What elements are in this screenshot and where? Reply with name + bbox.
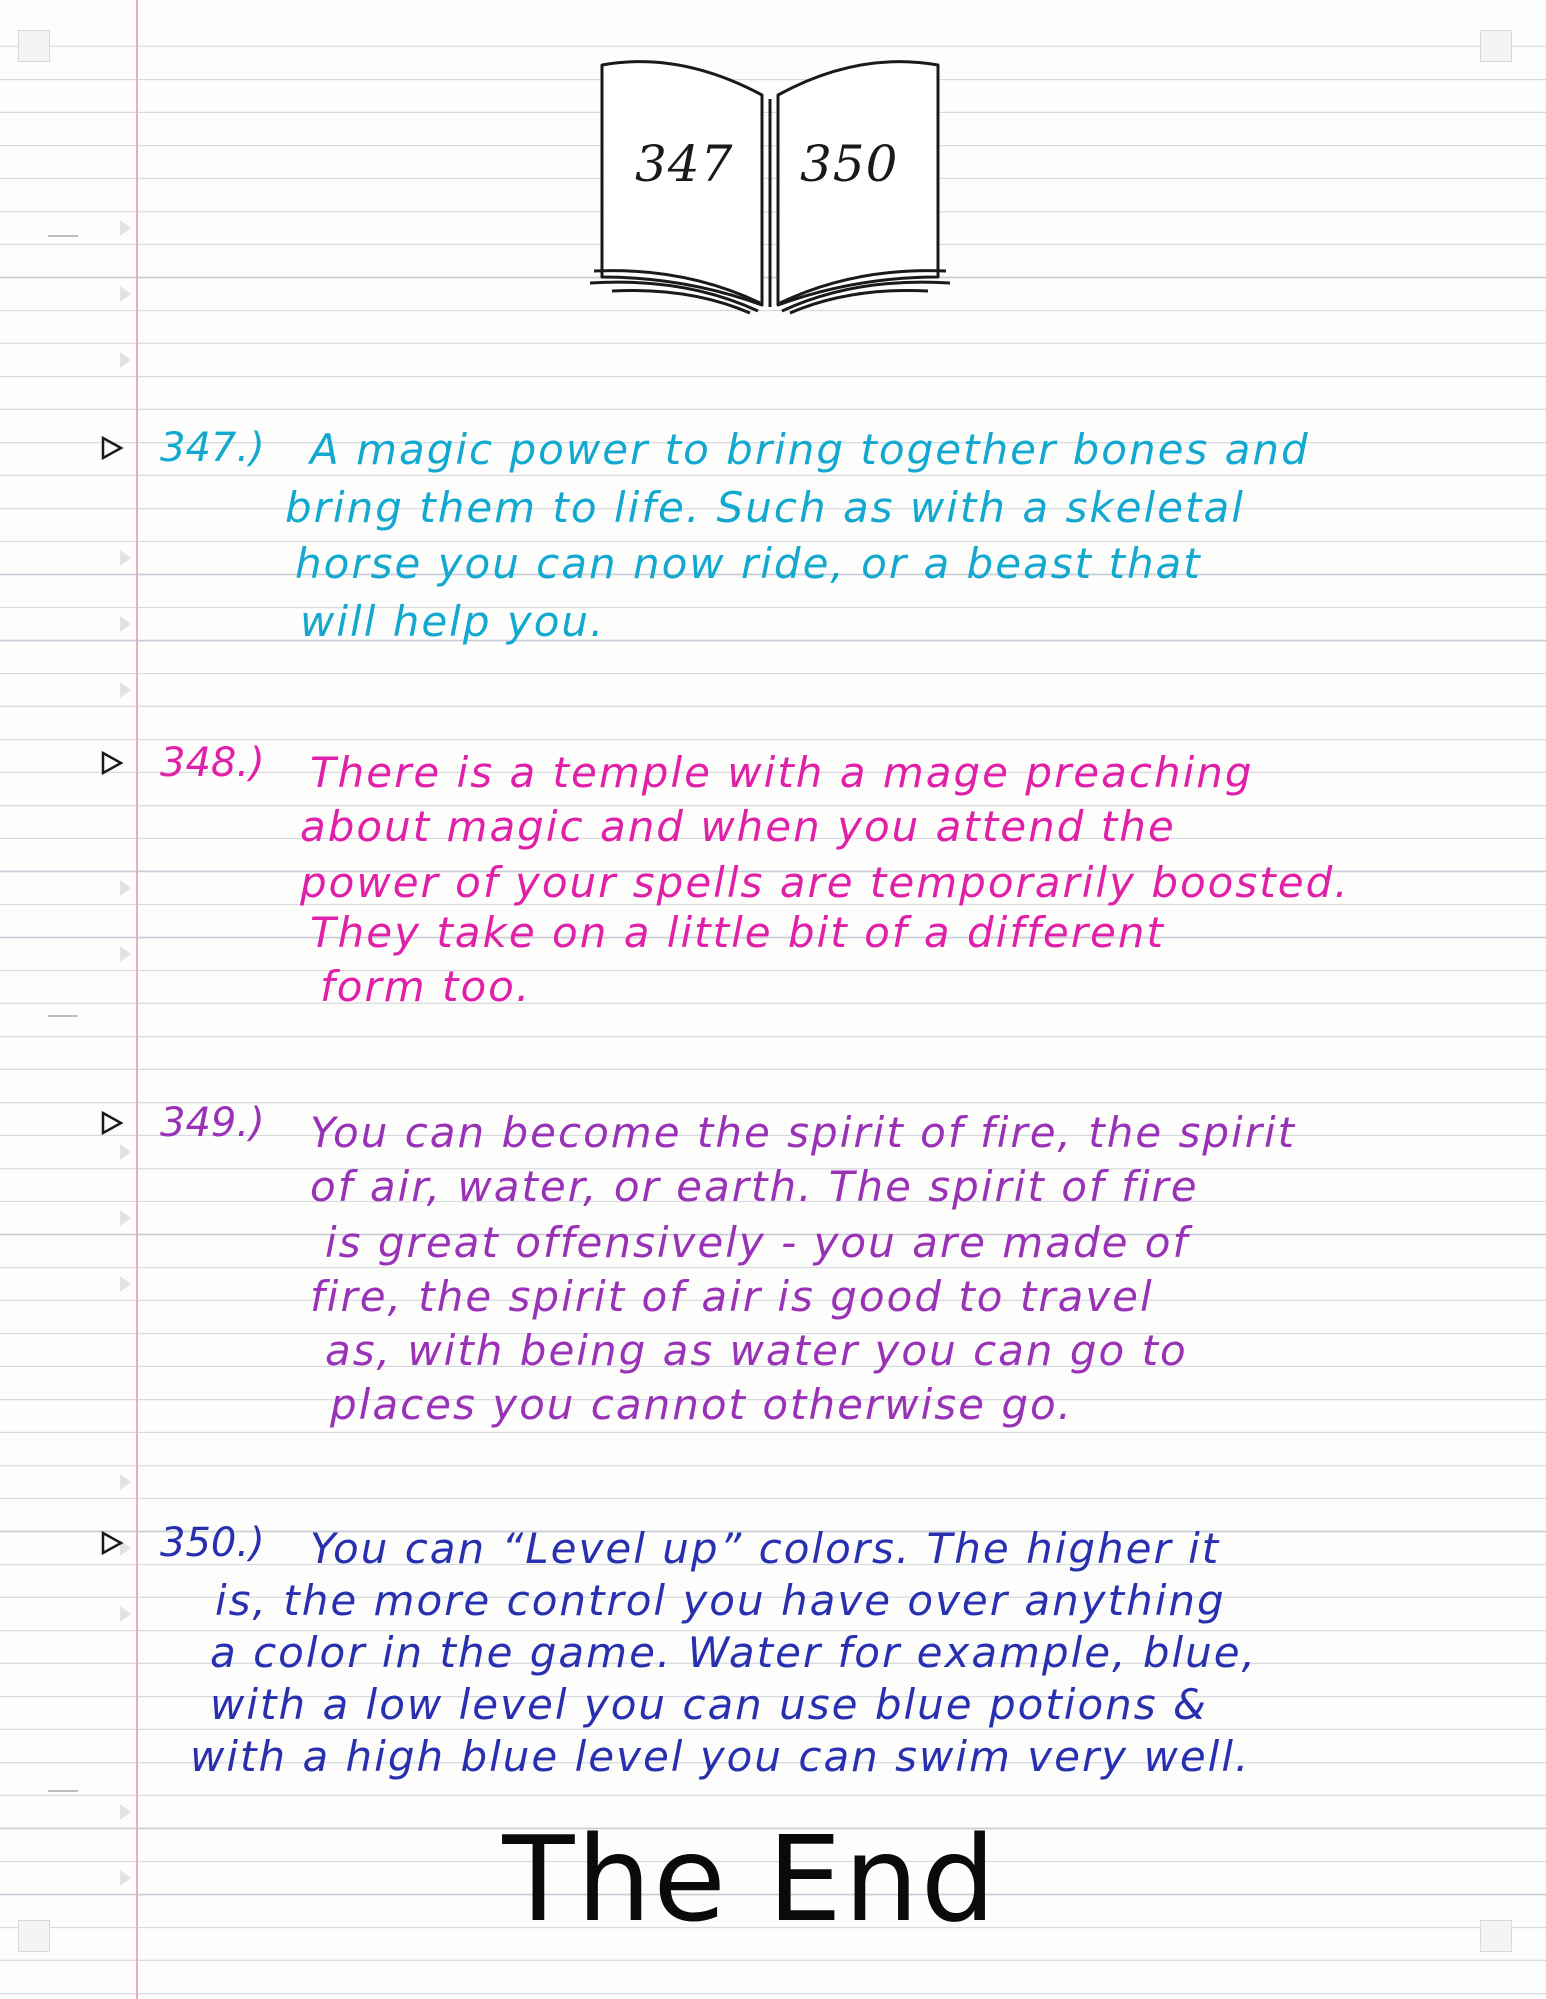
entry-number: 350.) [160, 1520, 265, 1566]
entry-line: a color in the game. Water for example, blue, [210, 1628, 1257, 1677]
book-right-page-number: 350 [800, 135, 899, 193]
entry-line: bring them to life. Such as with a skeletal [285, 483, 1245, 532]
entry-line: power of your spells are temporarily boosted. [300, 858, 1350, 907]
triangle-bullet-icon [100, 435, 124, 461]
entry-line: as, with being as water you can go to [325, 1326, 1188, 1375]
entry-line: with a high blue level you can swim very well. [190, 1732, 1251, 1781]
corner-mark-top-right [1480, 30, 1512, 62]
corner-mark-bottom-left [18, 1920, 50, 1952]
entry-number: 349.) [160, 1100, 265, 1146]
entry-line: form too. [320, 962, 532, 1011]
entry-348 [100, 740, 1500, 1020]
the-end-heading: The End [502, 1810, 998, 1948]
entry-line: fire, the spirit of air is good to travel [310, 1272, 1154, 1321]
entry-line: horse you can now ride, or a beast that [295, 539, 1202, 588]
entry-350 [100, 1520, 1500, 1800]
open-book-illustration [590, 55, 950, 315]
entry-line: You can become the spirit of fire, the spirit [310, 1108, 1297, 1157]
entry-line: There is a temple with a mage preaching [310, 748, 1254, 797]
book-left-page-number: 347 [635, 135, 734, 193]
corner-mark-top-left [18, 30, 50, 62]
hole-mark [48, 1790, 78, 1792]
entry-line: about magic and when you attend the [300, 802, 1176, 851]
entry-line: will help you. [300, 597, 606, 646]
entry-line: places you cannot otherwise go. [330, 1380, 1074, 1429]
entry-line: is great offensively - you are made of [325, 1218, 1190, 1267]
hole-mark [48, 235, 78, 237]
entry-line: A magic power to bring together bones and [310, 425, 1310, 474]
entry-line: You can “Level up” colors. The higher it [310, 1524, 1221, 1573]
entry-line: of air, water, or earth. The spirit of fire [310, 1162, 1199, 1211]
entry-349 [100, 1100, 1500, 1440]
entry-number: 347.) [160, 425, 265, 471]
entry-347 [100, 425, 1500, 655]
triangle-bullet-icon [100, 1530, 124, 1556]
entry-number: 348.) [160, 740, 265, 786]
entry-line: is, the more control you have over anything [215, 1576, 1226, 1625]
hole-mark [48, 1015, 78, 1017]
entry-line: with a low level you can use blue potions & [210, 1680, 1208, 1729]
triangle-bullet-icon [100, 1110, 124, 1136]
triangle-bullet-icon [100, 750, 124, 776]
corner-mark-bottom-right [1480, 1920, 1512, 1952]
entry-line: They take on a little bit of a different [310, 908, 1165, 957]
